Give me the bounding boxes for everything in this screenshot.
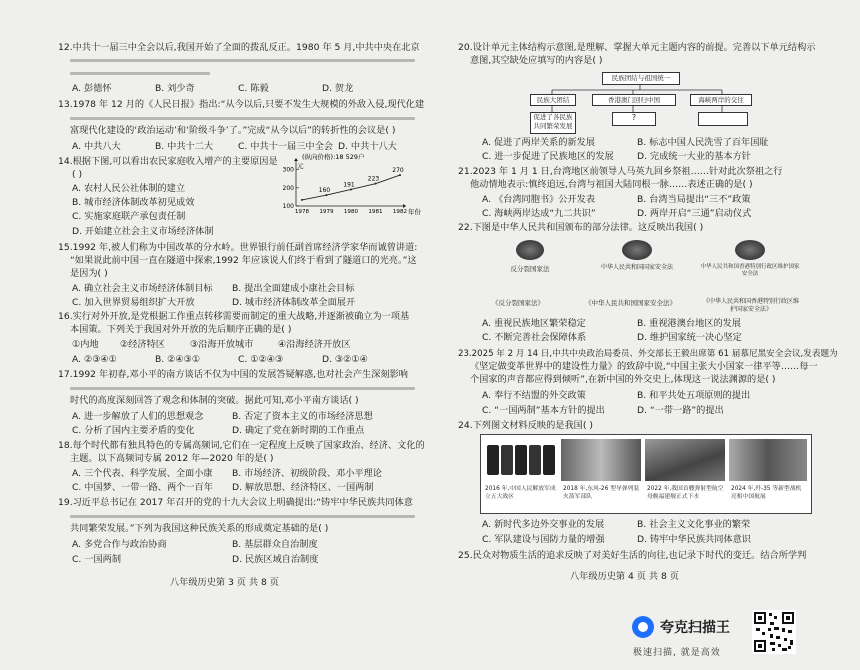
theater-command-badges-image [485, 439, 557, 481]
q21-option-d[interactable]: D. 两岸开启“三通”启动仪式 [637, 208, 752, 219]
q23-line2: 《坚定做变革世界中的建设性力量》的致辞中说,“中国主张大小国家一律平等……每一 [470, 361, 818, 372]
q17-line2 [70, 387, 415, 390]
q23-stem: 23.2025 年 2 月 14 日,中共中央政治局委员、外交部长王毅出席第 61 届慕尼黑安全会议,发表题为 [458, 349, 838, 359]
q19-option-c[interactable]: C. 一国两制 [72, 554, 122, 565]
national-emblem-icon [622, 240, 652, 260]
data-point [375, 183, 377, 185]
q12-option-c[interactable]: C. 陈毅 [238, 83, 269, 94]
q22-caption-1: 《反分裂国家法》 [492, 299, 544, 307]
q15-option-a[interactable]: A. 确立社会主义市场经济体制目标 [72, 283, 213, 294]
q18-option-b[interactable]: B. 市场经济、初级阶段、邓小平理论 [232, 468, 382, 479]
q19-line3: 共同繁荣发展。”下列为我国这种民族关系的形成奠定基础的是( ) [70, 523, 329, 534]
q13-option-a[interactable]: A. 中共八大 [72, 141, 121, 152]
data-point [326, 194, 328, 196]
q12-stem: 12.中共十一届三中全会以后,我国开始了全面的拨乱反正。1980 年 5 月,中共中央在北京 [58, 42, 420, 53]
q16-item-1: ①内地 [72, 339, 99, 350]
q12-line3 [70, 72, 210, 75]
law-book-2-label: 中华人民共和国国家安全法 [600, 264, 673, 271]
q22-option-a[interactable]: A. 重视民族地区繁荣稳定 [482, 318, 586, 329]
law-book-1 [490, 236, 570, 296]
q15-line2: “如果说此前中国一直在隧道中探索,1992 年应该说人们终于看到了隧道口的光亮。”这 [70, 255, 417, 266]
q19-option-a[interactable]: A. 多党合作与政治协商 [72, 539, 167, 550]
diagram-left-node: 民族大团结 [530, 94, 576, 106]
q21-line2: 他动情地表示:慎终追远,台湾与祖国大陆同根一脉……表述正确的是( ) [470, 179, 753, 190]
diagram-top-node: 民族团结与祖国统一 [602, 72, 680, 85]
x-tick-label: 1981 [368, 209, 383, 215]
law-book-1-label: 反分裂国家法 [510, 265, 550, 273]
q23-option-a[interactable]: A. 奉行不结盟的外交政策 [482, 390, 586, 401]
q18-stem: 18.每个时代都有独具特色的专属高频词,它们在一定程度上反映了国家政治、经济、文化的 [58, 440, 425, 451]
x-tick-label: 1978 [294, 209, 310, 215]
data-point [301, 199, 303, 201]
q14-option-a[interactable]: A. 农村人民公社体制的建立 [72, 183, 186, 194]
national-emblem-icon [516, 240, 544, 260]
right-page [430, 0, 860, 670]
missile-vehicles-image [561, 439, 641, 481]
q20-option-a[interactable]: A. 促进了两岸关系的新发展 [482, 137, 596, 148]
q22-option-b[interactable]: B. 重视港澳台地区的发展 [637, 318, 742, 329]
q24-caption-4: 2024 年,歼-35 等新型战机亮相中国航展 [731, 486, 802, 500]
q23-option-d[interactable]: D. “一带一路”的提出 [637, 405, 724, 416]
law-book-3 [700, 236, 800, 296]
q13-stem: 13.1978 年 12 月的《人民日报》指出:“从今以后,只要不发生大规模的外敌入侵,现代化建 [58, 99, 425, 110]
q24-option-d[interactable]: D. 铸牢中华民族共同体意识 [637, 534, 751, 545]
q24-caption-1: 2016 年,中国人民解放军成立五大战区 [485, 486, 556, 500]
q12-option-a[interactable]: A. 彭德怀 [72, 83, 112, 94]
q25-stem: 25.民众对物质生活的追求反映了对美好生活的向往,也记录下时代的变迁。结合所学判 [458, 550, 807, 561]
x-tick-label: 1982 [392, 209, 408, 215]
q22-stem: 22.下图是中华人民共和国颁布的部分法律。这反映出我国( ) [458, 222, 704, 233]
q22-option-d[interactable]: D. 维护国家统一决心坚定 [637, 332, 742, 343]
q22-caption-3: 《中华人民共和国香港特别行政区维护国家安全法》 [702, 298, 799, 313]
q16-option-d[interactable]: D. ③②①④ [322, 354, 368, 365]
q23-option-c[interactable]: C. “一国两制”基本方针的提出 [482, 405, 605, 416]
x-axis-label: 年份 [408, 208, 421, 216]
q24-option-b[interactable]: B. 社会主义文化事业的繁荣 [637, 519, 751, 530]
q13-line2 [70, 117, 415, 120]
q18-option-a[interactable]: A. 三个代表、科学发展、全面小康 [72, 468, 213, 479]
unit-structure-diagram [530, 70, 750, 136]
y-axis-unit: 元 [297, 162, 304, 170]
scanner-slogan: 极速扫描, 就是高效 [633, 648, 721, 658]
q17-option-a[interactable]: A. 进一步解放了人们的思想观念 [72, 411, 204, 422]
national-emblem-icon [735, 240, 765, 260]
q18-option-d[interactable]: D. 解放思想、经济特区、一国两制 [232, 482, 374, 493]
q17-stem: 17.1992 年初春,邓小平的南方谈话不仅为中国的发展答疑解惑,也对社会产生深刻影响 [58, 369, 408, 380]
q21-option-b[interactable]: B. 台湾当局提出“三不”政策 [637, 194, 751, 205]
q17-option-b[interactable]: B. 否定了资本主义的市场经济思想 [232, 411, 373, 422]
q24-caption-3: 2022 年,我国首艘弹射型航空母舰福建舰正式下水 [647, 486, 724, 500]
q13-option-c[interactable]: C. 中共十一届三中全会 [238, 141, 333, 152]
data-point [399, 174, 401, 176]
diagram-bottom-left: 促进了各民族共同繁荣发展 [530, 112, 576, 134]
q16-option-c[interactable]: C. ①②④③ [238, 354, 284, 365]
q16-option-b[interactable]: B. ②④③① [155, 354, 201, 365]
income-line-chart [270, 150, 430, 220]
q16-item-4: ④沿海经济开放区 [278, 339, 351, 350]
q14-option-d[interactable]: D. 开始建立社会主义市场经济体制 [72, 226, 214, 237]
q13-option-d[interactable]: D. 中共十八大 [338, 141, 397, 152]
q21-option-c[interactable]: C. 海峡两岸达成“九二共识” [482, 208, 596, 219]
left-page-footer: 八年级历史第 3 页 共 8 页 [170, 577, 279, 588]
q16-option-a[interactable]: A. ②③④① [72, 354, 117, 365]
q17-option-c[interactable]: C. 分析了国内主要矛盾的变化 [72, 425, 195, 436]
q22-caption-2: 《中华人民共和国国家安全法》 [585, 299, 676, 307]
q20-line2: 意图,其空缺处应填写的内容是( ) [470, 55, 603, 66]
q16-item-2: ②经济特区 [120, 339, 165, 350]
q12-line2 [70, 59, 415, 62]
x-tick-label: 1980 [343, 209, 359, 215]
fighter-jets-image [729, 439, 807, 481]
q12-option-d[interactable]: D. 贺龙 [322, 83, 354, 94]
qr-code-icon [752, 610, 796, 654]
q22-option-c[interactable]: C. 不断完善社会保障体系 [482, 332, 587, 343]
q20-stem: 20.设计单元主体结构示意图,是理解、掌握大单元主题内容的前提。完善以下单元结构示 [458, 42, 816, 53]
q19-option-d[interactable]: D. 民族区域自治制度 [232, 554, 319, 565]
scanner-brand-name: 夸克扫描王 [660, 620, 730, 636]
q18-option-c[interactable]: C. 中国梦、一带一路、两个一百年 [72, 482, 213, 493]
x-axis-arrow-icon [403, 204, 406, 208]
law-book-3-label: 中华人民共和国香港特别行政区维护国家安全法 [700, 264, 800, 277]
q13-line3: 富现代化建设的‘政治运动’和‘阶级斗争’了。”完成“从今以后”的转折性的会议是( ) [70, 125, 396, 136]
q21-stem: 21.2023 年 1 月 1 日,台湾地区前领导人马英九回乡祭祖……针对此次祭祖之行 [458, 166, 783, 177]
y-tick-label: 100 [282, 203, 294, 210]
q24-option-c[interactable]: C. 军队建设与国防力量的增强 [482, 534, 605, 545]
q19-option-b[interactable]: B. 基层群众自治制度 [232, 539, 318, 550]
q14-paren: ( ) [72, 169, 83, 180]
data-label: 160 [318, 187, 331, 195]
q12-option-b[interactable]: B. 刘少奇 [155, 83, 195, 94]
q19-line2 [70, 515, 415, 518]
q16-stem: 16.实行对外开放,是党根据工作重点转移需要而制定的重大战略,并逐渐被确立为一项基 [58, 311, 410, 322]
data-label: 223 [367, 175, 380, 183]
q23-option-b[interactable]: B. 和平共处五项原则的提出 [637, 390, 751, 401]
q17-line3: 时代的高度深刻回答了观念和体制的突破。据此可知,邓小平南方谈话( ) [70, 395, 359, 406]
data-label: 270 [392, 167, 404, 175]
aircraft-carrier-image [645, 439, 725, 481]
y-axis-arrow-icon [294, 158, 298, 161]
q19-stem: 19.习近平总书记在 2017 年召开的党的十九大会议上明确提出:“铸牢中华民族共同体意 [58, 497, 413, 508]
right-page-footer: 八年级历史第 4 页 共 8 页 [570, 571, 679, 582]
q24-stem: 24.下列图文材料反映的是我国( ) [458, 420, 593, 431]
diagram-mid-node: 香港澳门回归中国 [592, 94, 676, 106]
q15-option-c[interactable]: C. 加入世界贸易组织扩大开放 [72, 297, 195, 308]
data-point [350, 188, 352, 190]
q23-line3: 个国家的声音都应得到倾听”,在新中国的外交史上,体现这一说法渊源的是( ) [470, 374, 776, 385]
y-tick-label: 300 [282, 166, 294, 174]
quark-scanner-logo-icon [632, 616, 654, 638]
q20-option-c[interactable]: C. 进一步促进了民族地区的发展 [482, 151, 614, 162]
q14-option-b[interactable]: B. 城市经济体制改革初见成效 [72, 197, 195, 208]
q15-line3: 是因为( ) [70, 268, 108, 279]
q14-option-c[interactable]: C. 实施家庭联产承包责任制 [72, 211, 186, 222]
q20-option-d[interactable]: D. 完成统一大业的基本方针 [637, 151, 751, 162]
q14-stem: 14.根据下图,可以看出农民家庭收入增产的主要原因是 [58, 156, 278, 167]
q18-line2: 主题。以下高频词专属 2012 年—2020 年的是( ) [70, 453, 274, 464]
q13-option-b[interactable]: B. 中共十二大 [155, 141, 214, 152]
chart-annotation: (纵向价格):18 529户 [302, 153, 365, 161]
q16-line2: 本国策。下列关于我国对外开放的先后顺序正确的是( ) [70, 324, 292, 335]
diagram-blank-node: ? [612, 112, 656, 126]
q20-option-b[interactable]: B. 标志中国人民洗雪了百年国耻 [637, 137, 769, 148]
q24-caption-2: 2018 年,东风-26 型导弹列装火箭军部队 [563, 486, 640, 500]
q21-option-a[interactable]: A. 《台湾同胞书》公开发表 [482, 194, 596, 205]
data-label: 191 [343, 181, 355, 189]
q16-item-3: ③沿海开放城市 [190, 339, 254, 350]
q15-option-b[interactable]: B. 提出全面建成小康社会目标 [232, 283, 355, 294]
q15-stem: 15.1992 年,被人们称为中国改革的分水岭。世界银行前任副首席经济学家华而诚曾讲道: [58, 242, 418, 253]
x-tick-label: 1979 [319, 209, 334, 215]
q24-option-a[interactable]: A. 新时代多边外交事业的发展 [482, 519, 605, 530]
q24-photo-strip [480, 434, 812, 514]
law-book-2 [592, 236, 682, 296]
diagram-right-node: 海峡两岸的交往 [690, 94, 752, 106]
diagram-bottom-right [698, 112, 748, 126]
q17-option-d[interactable]: D. 确定了党在新时期的工作重点 [232, 425, 365, 436]
y-tick-label: 200 [282, 184, 294, 192]
q15-option-d[interactable]: D. 城市经济体制改革全面展开 [232, 297, 356, 308]
